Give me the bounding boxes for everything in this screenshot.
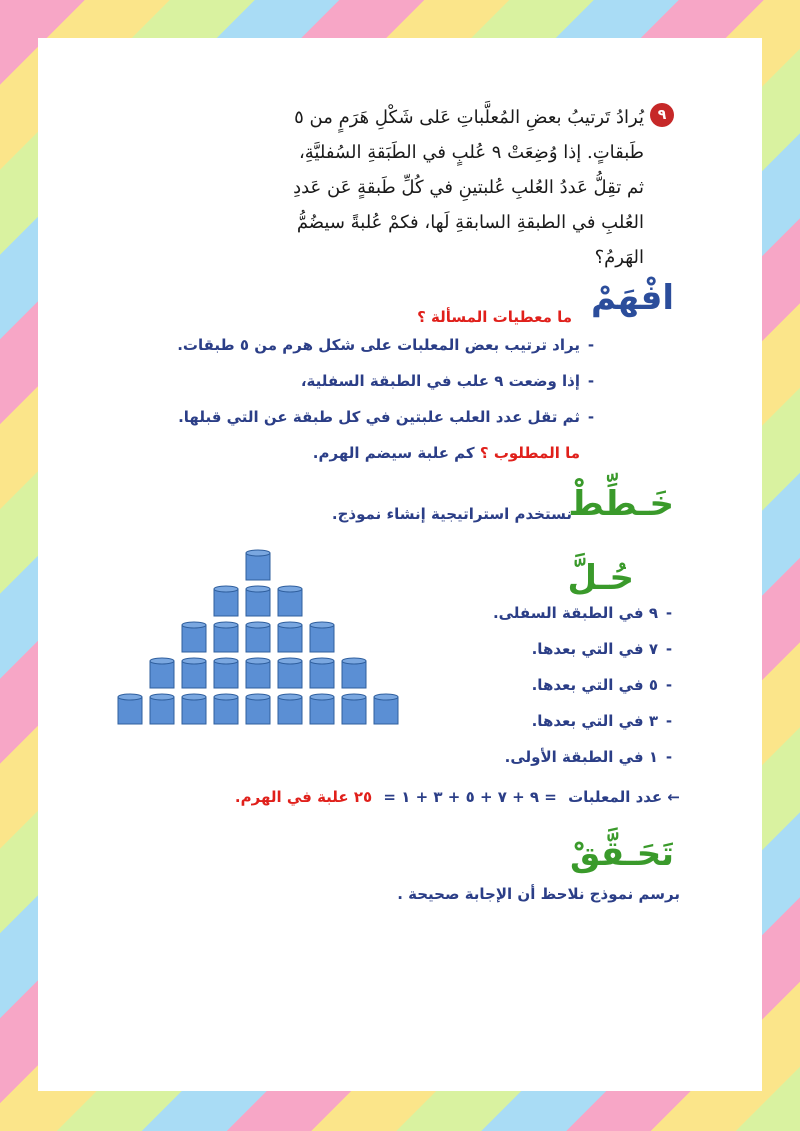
can [278,658,302,688]
equation-result: ٢٥ علبة في الهرم. [234,788,373,806]
can [374,694,398,724]
can [150,694,174,724]
solve-step: -٥ في التي بعدها. [531,676,673,694]
can [182,658,206,688]
problem-line: طَبقاتٍ. إذا وُضِعَتْ ٩ عُلبٍ في الطَبَقةِ السُفليَّةِ، [298,142,644,163]
understand-heading: افْهَمْ [590,278,674,318]
can [246,550,270,580]
check-text: برسم نموذج نلاحظ أن الإجابة صحيحة . [397,885,680,903]
can [342,694,366,724]
equation: = ٩ + ٧ + ٥ + ٣ + ١ = [383,788,557,806]
solve-step: -٧ في التي بعدها. [531,640,673,658]
required-text: كم علبة سيضم الهرم. [312,444,475,462]
givens-question: ما معطيات المسألة ؟ [417,308,572,326]
can [278,694,302,724]
can [182,622,206,652]
problem-line: يُرادُ تَرتيبُ بعضِ المُعلَّباتِ عَلى شَكْلِ هَرَمٍ من ٥ [294,107,644,128]
problem-line: العُلبِ في الطبقةِ السابقةِ لَها، فكمْ عُلبةً سيضُمُّ [296,212,644,233]
can [310,694,334,724]
can [278,586,302,616]
can [246,658,270,688]
can [118,694,142,724]
required-line [313,444,580,462]
solve-step-text: ٥ في التي بعدها. [531,676,658,694]
can [246,586,270,616]
plan-heading: خَـطِّطْ [568,484,674,524]
arrow-left-icon: ← [667,788,680,806]
given-text: إذا وضعت ٩ علب في الطبقة السفلية، [300,372,580,390]
solve-step: -١ في الطبقة الأولى. [504,748,673,766]
equation-line [235,788,680,806]
solve-step-text: ٧ في التي بعدها. [531,640,658,658]
solve-step-text: ٣ في التي بعدها. [531,712,658,730]
problem-line: ثم تقِلُّ عَددُ العُلبِ عُلبتينِ في كُلِّ طَبقةٍ عَن عَددِ [293,177,644,198]
solve-step: -٣ في التي بعدها. [531,712,673,730]
can [214,658,238,688]
problem-line: الهَرمُ؟ [594,247,644,268]
solve-step-text: ٩ في الطبقة السفلى. [492,604,658,622]
can [150,658,174,688]
can [214,694,238,724]
can [246,622,270,652]
solve-step: -٩ في الطبقة السفلى. [492,604,673,622]
given-item: -إذا وضعت ٩ علب في الطبقة السفلية، [300,372,595,390]
check-heading: تَحَـقَّقْ [569,834,674,874]
given-text: ثم تقل عدد العلب علبتين في كل طبقة عن التي قبلها. [178,408,580,426]
plan-text: نستخدم استراتيجية إنشاء نموذج. [331,505,572,523]
can [246,694,270,724]
problem-statement [284,100,644,275]
can [310,658,334,688]
count-label: عدد المعلبات [568,788,663,806]
can [182,694,206,724]
can-pyramid [114,546,404,746]
solve-heading: حُـلَّ [567,558,634,598]
given-text: يراد ترتيب بعض المعلبات على شكل هرم من ٥ طبقات. [177,336,580,354]
can [342,658,366,688]
can [278,622,302,652]
given-item: -ثم تقل عدد العلب علبتين في كل طبقة عن التي قبلها. [178,408,595,426]
can [214,586,238,616]
given-item: -يراد ترتيب بعض المعلبات على شكل هرم من ٥ طبقات. [177,336,595,354]
solve-step-text: ١ في الطبقة الأولى. [504,748,658,766]
worksheet-page [38,38,762,1091]
problem-number-badge: ٩ [650,103,674,127]
can [310,622,334,652]
required-label: ما المطلوب ؟ [479,444,580,462]
can [214,622,238,652]
